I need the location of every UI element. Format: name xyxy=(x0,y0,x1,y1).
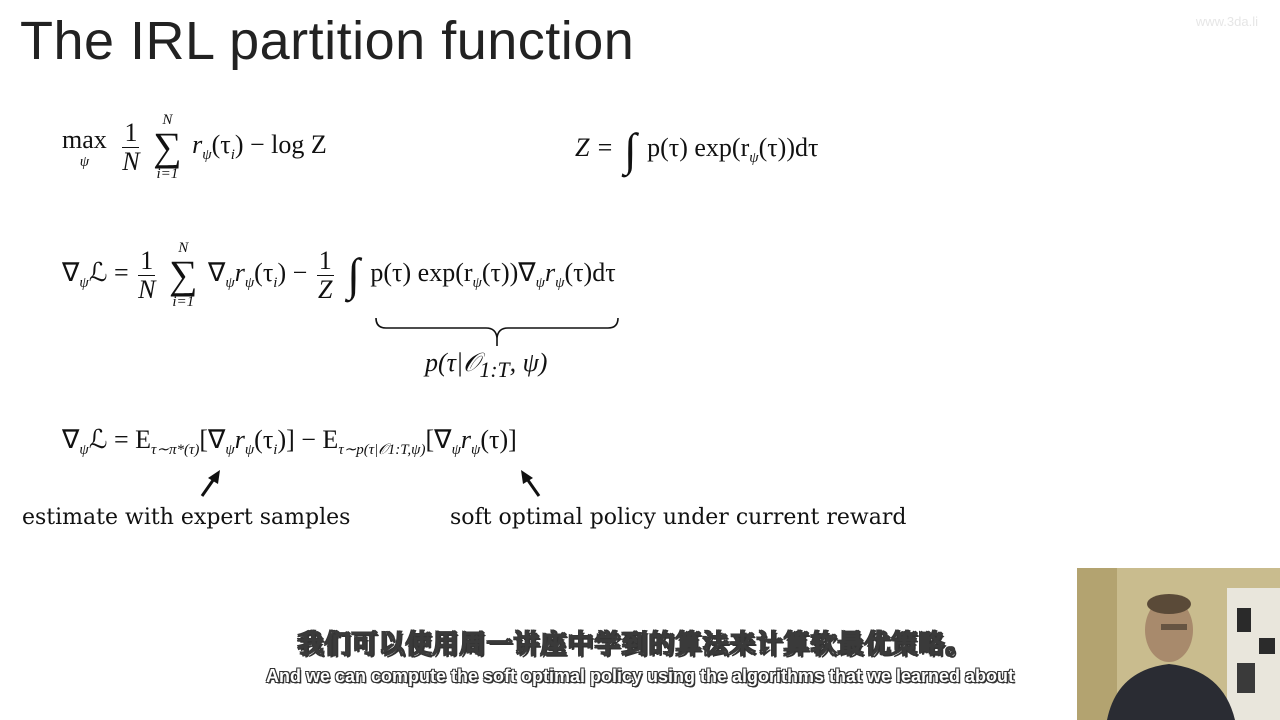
partition-body: p(τ) exp(r xyxy=(647,132,750,162)
minus-sign: ) − xyxy=(277,257,308,287)
tau-arg: (τ xyxy=(254,425,274,454)
sum-operator xyxy=(153,112,182,182)
integrand: p(τ) exp(r xyxy=(370,257,473,287)
objective-equation xyxy=(62,112,327,182)
sum-upper-limit: N xyxy=(178,240,189,256)
integrand-tail: (τ)dτ xyxy=(564,257,616,287)
nabla-symbol: ∇ xyxy=(207,257,226,287)
sigma-symbol: ∑ xyxy=(168,252,198,297)
expectation-bracket: [∇ xyxy=(425,425,452,454)
tau-arg: (τ xyxy=(254,257,274,287)
psi-subscript: ψ xyxy=(79,442,89,459)
psi-subscript: ψ xyxy=(225,275,235,292)
fraction-1-over-z xyxy=(317,247,334,304)
psi-subscript: ψ xyxy=(244,275,255,292)
fraction-numerator: 1 xyxy=(318,245,332,275)
psi-subscript: ψ xyxy=(555,275,565,292)
integral-symbol: ∫ xyxy=(347,249,360,300)
partition-equation xyxy=(575,124,819,175)
brace-label-text: p(τ|𝒪 xyxy=(425,348,480,377)
expectation-bracket: [∇ xyxy=(199,425,226,454)
minus-expectation: )] − E xyxy=(277,425,339,454)
psi-subscript: ψ xyxy=(79,275,89,292)
z-lhs: Z = xyxy=(575,132,614,162)
expert-expectation-subscript: τ∼π*(τ) xyxy=(151,442,200,459)
i-subscript: i xyxy=(273,442,278,459)
policy-expectation-subscript: τ∼p(τ|𝒪1:T,ψ) xyxy=(338,442,426,459)
sum-operator xyxy=(169,240,198,310)
psi-subscript: ψ xyxy=(471,442,481,459)
i-subscript: i xyxy=(230,147,235,164)
psi-subscript: ψ xyxy=(451,442,461,459)
underbrace xyxy=(374,316,620,348)
brace-label-tail: , ψ) xyxy=(509,348,548,377)
reward-symbol: r xyxy=(545,257,556,287)
integral-symbol: ∫ xyxy=(624,124,637,175)
integrand-mid: (τ))∇ xyxy=(481,257,536,287)
reward-symbol: r xyxy=(192,129,203,159)
brace-label xyxy=(425,348,547,383)
nabla-symbol: ∇ xyxy=(62,425,80,454)
sum-upper-limit: N xyxy=(162,112,173,128)
fraction-numerator: 1 xyxy=(140,245,154,275)
watermark: www.3da.li xyxy=(1195,14,1258,29)
tau-arg: (τ xyxy=(211,129,231,159)
fraction-denominator: N xyxy=(138,274,156,304)
psi-subscript: ψ xyxy=(472,275,482,292)
psi-subscript: ψ xyxy=(244,442,255,459)
slide-title: The IRL partition function xyxy=(20,11,635,71)
fraction-1-over-n xyxy=(122,119,139,176)
i-subscript: i xyxy=(273,275,278,292)
fraction-denominator: N xyxy=(122,146,140,176)
max-subscript: ψ xyxy=(79,154,90,170)
reward-symbol: r xyxy=(234,425,245,454)
psi-subscript: ψ xyxy=(535,275,545,292)
expectation-equation xyxy=(62,425,517,459)
psi-subscript: ψ xyxy=(749,150,759,167)
caption-expert-samples: estimate with expert samples xyxy=(22,505,351,530)
psi-subscript: ψ xyxy=(202,147,212,164)
max-operator xyxy=(62,125,107,169)
sum-lower-limit: i=1 xyxy=(156,166,179,182)
reward-symbol: r xyxy=(460,425,472,454)
fraction-denominator: Z xyxy=(318,274,333,304)
reward-symbol: r xyxy=(234,257,245,287)
fraction-1-over-n xyxy=(138,247,155,304)
arrow-up-icon xyxy=(517,468,545,500)
fraction-numerator: 1 xyxy=(124,117,138,147)
nabla-symbol: ∇ xyxy=(62,257,80,287)
loss-lhs: ℒ = xyxy=(88,257,129,287)
subtitle-english: And we can compute the soft optimal policy using the algorithms that we learned about xyxy=(265,666,1015,686)
subtitle-chinese: 我们可以使用周一讲座中学到的算法来计算软最优策略。 xyxy=(297,630,973,660)
sum-lower-limit: i=1 xyxy=(172,294,195,310)
psi-subscript: ψ xyxy=(225,442,235,459)
max-text: max xyxy=(62,125,107,154)
gradient-equation xyxy=(62,240,616,310)
expectation-tail: (τ)] xyxy=(480,425,517,454)
caption-soft-optimal-policy: soft optimal policy under current reward xyxy=(450,505,907,530)
arrow-up-icon xyxy=(196,468,224,500)
brace-label-subscript: 1:T xyxy=(479,358,510,383)
sigma-symbol: ∑ xyxy=(153,124,182,169)
log-z-term: ) − log Z xyxy=(234,129,327,159)
partition-tail: (τ))dτ xyxy=(758,132,819,162)
loss-lhs: ℒ = E xyxy=(88,425,152,454)
